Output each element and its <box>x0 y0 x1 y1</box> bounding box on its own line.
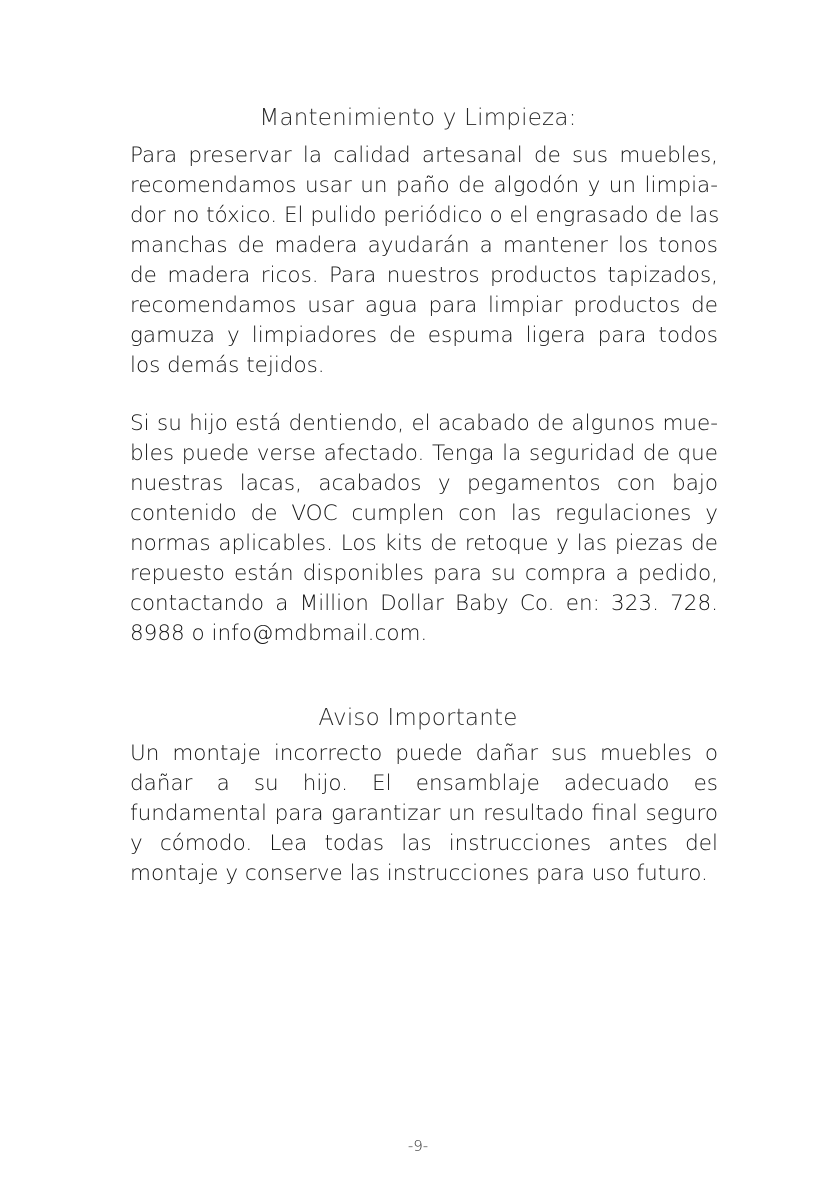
paragraph-line: nuestras lacas, acabados y pegamentos con bajo <box>130 471 718 496</box>
paragraph-line: y cómodo. Lea todas las instrucciones antes del <box>130 831 718 856</box>
paragraph-line: recomendamos usar agua para limpiar productos de <box>130 293 718 318</box>
paragraph-line: normas aplicables. Los kits de retoque y las piezas de <box>130 531 718 556</box>
paragraph-line: Para preservar la calidad artesanal de sus muebles, <box>130 143 718 168</box>
paragraph-line: contactando a Million Dollar Baby Co. en: 323. 728. <box>130 591 718 616</box>
paragraph-line: los demás tejidos. <box>130 353 325 378</box>
paragraph-line: dañar a su hijo. El ensamblaje adecuado es <box>130 771 718 796</box>
paragraph-line: gamuza y limpiadores de espuma ligera para todos <box>130 323 718 348</box>
maintenance-paragraph <box>130 141 718 381</box>
page-number: -9- <box>407 1137 429 1155</box>
paragraph-line: manchas de madera ayudarán a mantener los tonos <box>130 233 718 258</box>
paragraph-line: bles puede verse afectado. Tenga la seguridad de que <box>130 441 718 466</box>
paragraph-line: fundamental para garantizar un resultado final seguro <box>130 801 718 826</box>
paragraph-line: montaje y conserve las instrucciones para uso futuro. <box>130 861 708 886</box>
paragraph-line: contenido de VOC cumplen con las regulaciones y <box>130 501 718 526</box>
paragraph-line: Si su hijo está dentiendo, el acabado de algunos mue- <box>130 411 718 436</box>
teething-paragraph <box>130 409 718 649</box>
important-notice-paragraph <box>130 739 718 889</box>
paragraph-line: Un montaje incorrecto puede dañar sus muebles o <box>130 741 718 766</box>
paragraph-line: repuesto están disponibles para su compra a pedido, <box>130 561 718 586</box>
paragraph-line: de madera ricos. Para nuestros productos tapizados, <box>130 263 718 288</box>
paragraph-line: dor no tóxico. El pulido periódico o el engrasado de las <box>130 203 720 228</box>
maintenance-heading: Mantenimiento y Limpieza: <box>259 105 577 132</box>
important-notice-heading: Aviso Importante <box>318 705 518 732</box>
paragraph-line: 8988 o info@mdbmail.com. <box>130 621 428 646</box>
paragraph-line: recomendamos usar un paño de algodón y un limpia- <box>130 173 718 198</box>
